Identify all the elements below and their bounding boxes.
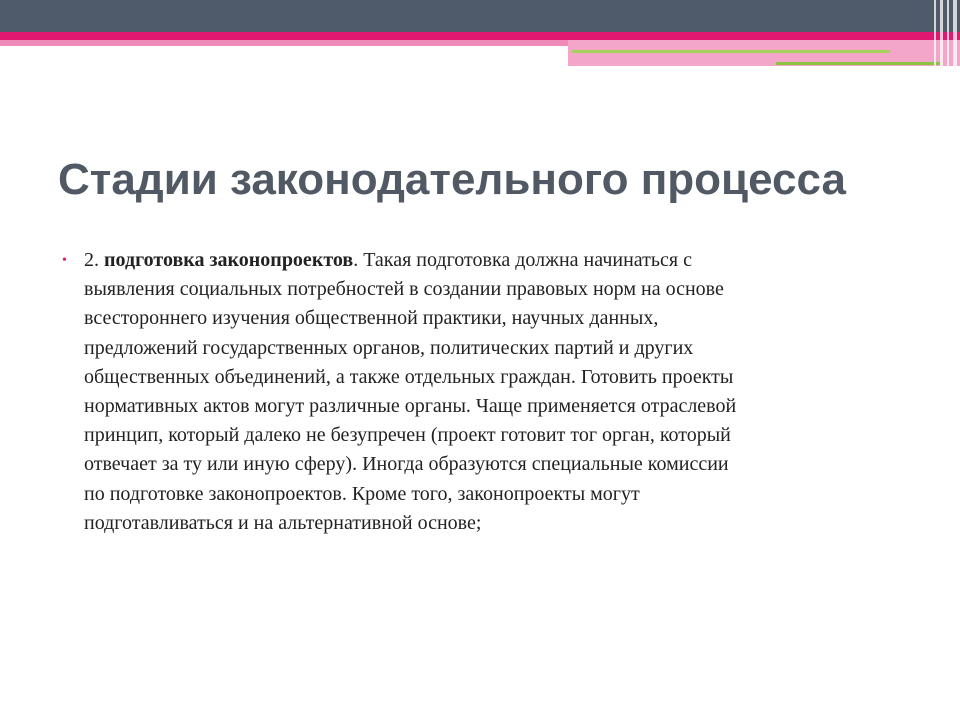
paragraph-line: 2. подготовка законопроектов. Такая подготовка должна начинаться с — [84, 249, 692, 271]
paragraph-line: подготавливаться и на альтернативной основе; — [84, 511, 482, 534]
paragraph-line: общественных объединений, а также отдельных граждан. Готовить проекты — [84, 365, 734, 388]
green-accent-line — [776, 62, 940, 65]
bullet-icon: • — [62, 253, 67, 268]
paragraph-line: по подготовке законопроектов. Кроме того, законопроекты могут — [84, 482, 640, 505]
item-number: 2. — [84, 249, 99, 271]
magenta-stripe — [0, 32, 960, 40]
pink-stripe — [0, 40, 568, 46]
header-bar — [0, 0, 960, 32]
slide-body — [62, 246, 902, 538]
paragraph-line: отвечает за ту или иную сферу). Иногда образуются специальные комиссии — [84, 453, 729, 476]
paragraph-line: выявления социальных потребностей в создании правовых норм на основе — [84, 278, 724, 301]
bullet-paragraph — [62, 246, 902, 538]
slide-title: Стадии законодательного процесса — [58, 155, 846, 204]
paragraph-line: нормативных актов могут различные органы. Чаще применяется отраслевой — [84, 395, 737, 418]
paragraph-line: предложений государственных органов, политических партий и других — [84, 336, 694, 359]
green-accent-line — [572, 50, 890, 53]
bold-term: подготовка законопроектов — [104, 249, 354, 271]
paragraph-line: всестороннего изучения общественной практики, научных данных, — [84, 307, 659, 330]
corner-decoration — [930, 0, 960, 66]
paragraph-line: принцип, который далеко не безупречен (проект готовит тог орган, который — [84, 424, 731, 447]
